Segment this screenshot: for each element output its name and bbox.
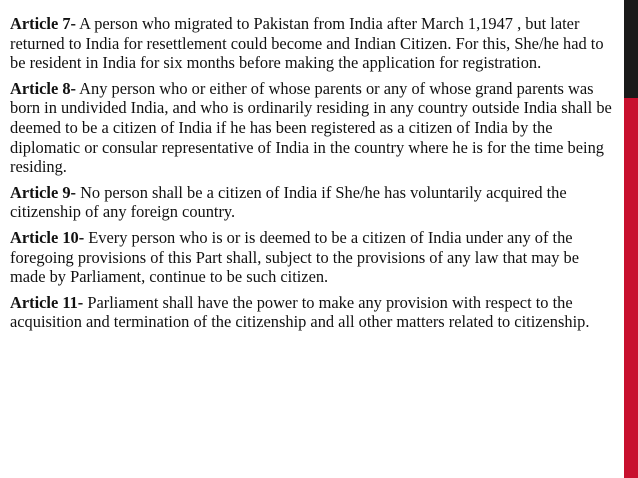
article-11-label: Article 11- [10,292,84,312]
article-10-text: Every person who is or is deemed to be a citizen of India under any of the foregoing provisions of this Part shall, subject to the provisions of any law that may be made by Parliament, continue to be such citizen. [10,227,580,287]
article-8 [10,79,614,177]
article-7-label: Article 7- [10,14,76,33]
article-9-text: No person shall be a citizen of India if She/he has voluntarily acquired the citizenship of any foreign country. [10,182,567,222]
slide-content [10,14,614,338]
article-11 [10,293,614,332]
article-8-label: Article 8- [10,78,76,98]
article-11-text: Parliament shall have the power to make any provision with respect to the acquisition and termination of the citizenship and all other matters related to citizenship. [10,292,590,332]
article-9 [10,183,614,222]
side-accent-bar-red [624,98,638,478]
article-8-text: Any person who or either of whose parents or any of whose grand parents was born in undivided India, and who is ordinarily residing in any country outside India shall be deemed to be a citizen of India if he has been registered as a citizen of India by the diplomatic or consular representative of India in the country where he is for the time being residing. [10,78,612,177]
side-accent-bar-dark [624,0,638,98]
article-7 [10,14,614,73]
article-9-label: Article 9- [10,182,76,202]
article-10-label: Article 10- [10,227,85,247]
article-7-text: A person who migrated to Pakistan from India after March 1,1947 , but later returned to India for resettlement could become and Indian Citizen. For this, She/he had to be resident in India for six months before making the application for registration. [10,14,604,73]
article-10 [10,228,614,287]
